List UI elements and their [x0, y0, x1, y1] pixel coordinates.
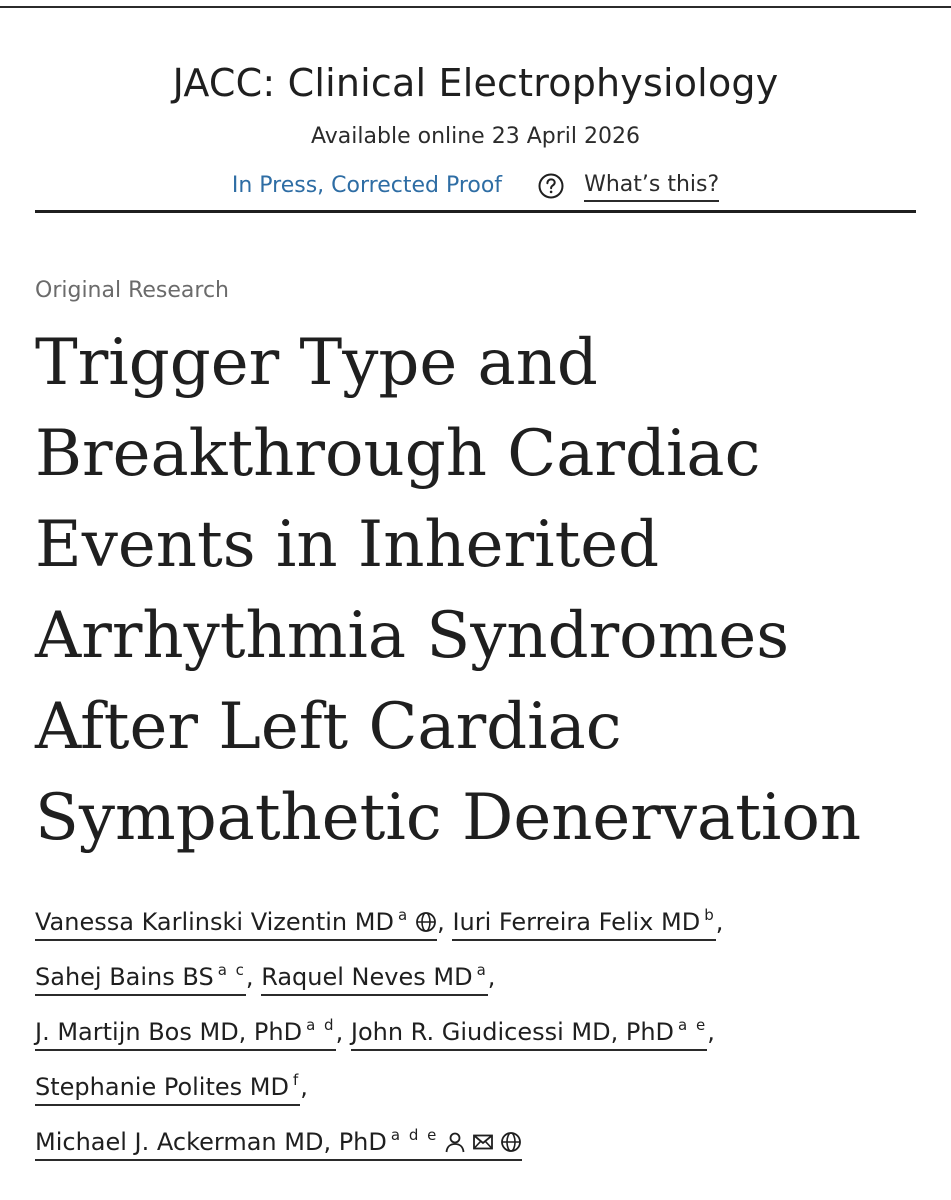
- author-separator: ,: [707, 1018, 715, 1046]
- question-circle-icon[interactable]: [538, 173, 564, 199]
- author-affiliation-marks: a: [397, 906, 410, 924]
- author-separator: ,: [335, 1018, 344, 1046]
- globe-icon[interactable]: [415, 911, 437, 933]
- author-link[interactable]: [351, 1018, 707, 1051]
- person-icon[interactable]: [444, 1131, 466, 1153]
- whats-this-link[interactable]: What’s this?: [584, 170, 719, 202]
- author-affiliation-marks: a d e: [390, 1126, 439, 1144]
- author-list: [35, 896, 915, 1171]
- author-link[interactable]: [35, 1073, 300, 1106]
- journal-title[interactable]: JACC: Clinical Electrophysiology: [172, 61, 779, 105]
- article-title: Trigger Type and Breakthrough Cardiac Events in Inherited Arrhythmia Syndromes After Left Cardiac Sympathetic Denervation: [35, 326, 862, 855]
- author-affiliation-marks: a e: [678, 1016, 708, 1034]
- author-name: Iuri Ferreira Felix MD: [452, 908, 701, 936]
- author-affiliation-marks: f: [292, 1071, 301, 1089]
- author-name: Stephanie Polites MD: [35, 1073, 289, 1101]
- author-link[interactable]: [35, 963, 246, 996]
- author-affiliation-marks: b: [704, 906, 716, 924]
- author-name: Sahej Bains BS: [35, 963, 214, 991]
- author-link[interactable]: [35, 1128, 522, 1161]
- author-link[interactable]: [452, 908, 715, 941]
- author-name: Michael J. Ackerman MD, PhD: [35, 1128, 387, 1156]
- author-affiliation-marks: a d: [306, 1016, 336, 1034]
- globe-icon[interactable]: [500, 1131, 522, 1153]
- author-affiliation-marks: a: [476, 961, 488, 979]
- author-name: J. Martijn Bos MD, PhD: [35, 1018, 303, 1046]
- author-separator: ,: [437, 908, 445, 936]
- author-name: Vanessa Karlinski Vizentin MD: [35, 908, 394, 936]
- available-online-date: Available online 23 April 2026: [311, 124, 640, 149]
- author-affiliation-marks: a c: [217, 961, 246, 979]
- author-separator: ,: [487, 963, 496, 991]
- article-type-label: Original Research: [35, 278, 229, 303]
- article-status-row: [0, 167, 951, 205]
- top-rule: [0, 6, 951, 8]
- header-divider: [35, 210, 916, 213]
- author-link[interactable]: [35, 908, 437, 941]
- author-name: Raquel Neves MD: [261, 963, 473, 991]
- author-separator: ,: [715, 908, 724, 936]
- author-separator: ,: [300, 1073, 308, 1101]
- author-link[interactable]: [261, 963, 488, 996]
- author-name: John R. Giudicessi MD, PhD: [350, 1018, 675, 1046]
- in-press-link[interactable]: In Press, Corrected Proof: [231, 173, 503, 198]
- envelope-icon[interactable]: [472, 1131, 494, 1153]
- author-link[interactable]: [35, 1018, 336, 1051]
- author-separator: ,: [245, 963, 254, 991]
